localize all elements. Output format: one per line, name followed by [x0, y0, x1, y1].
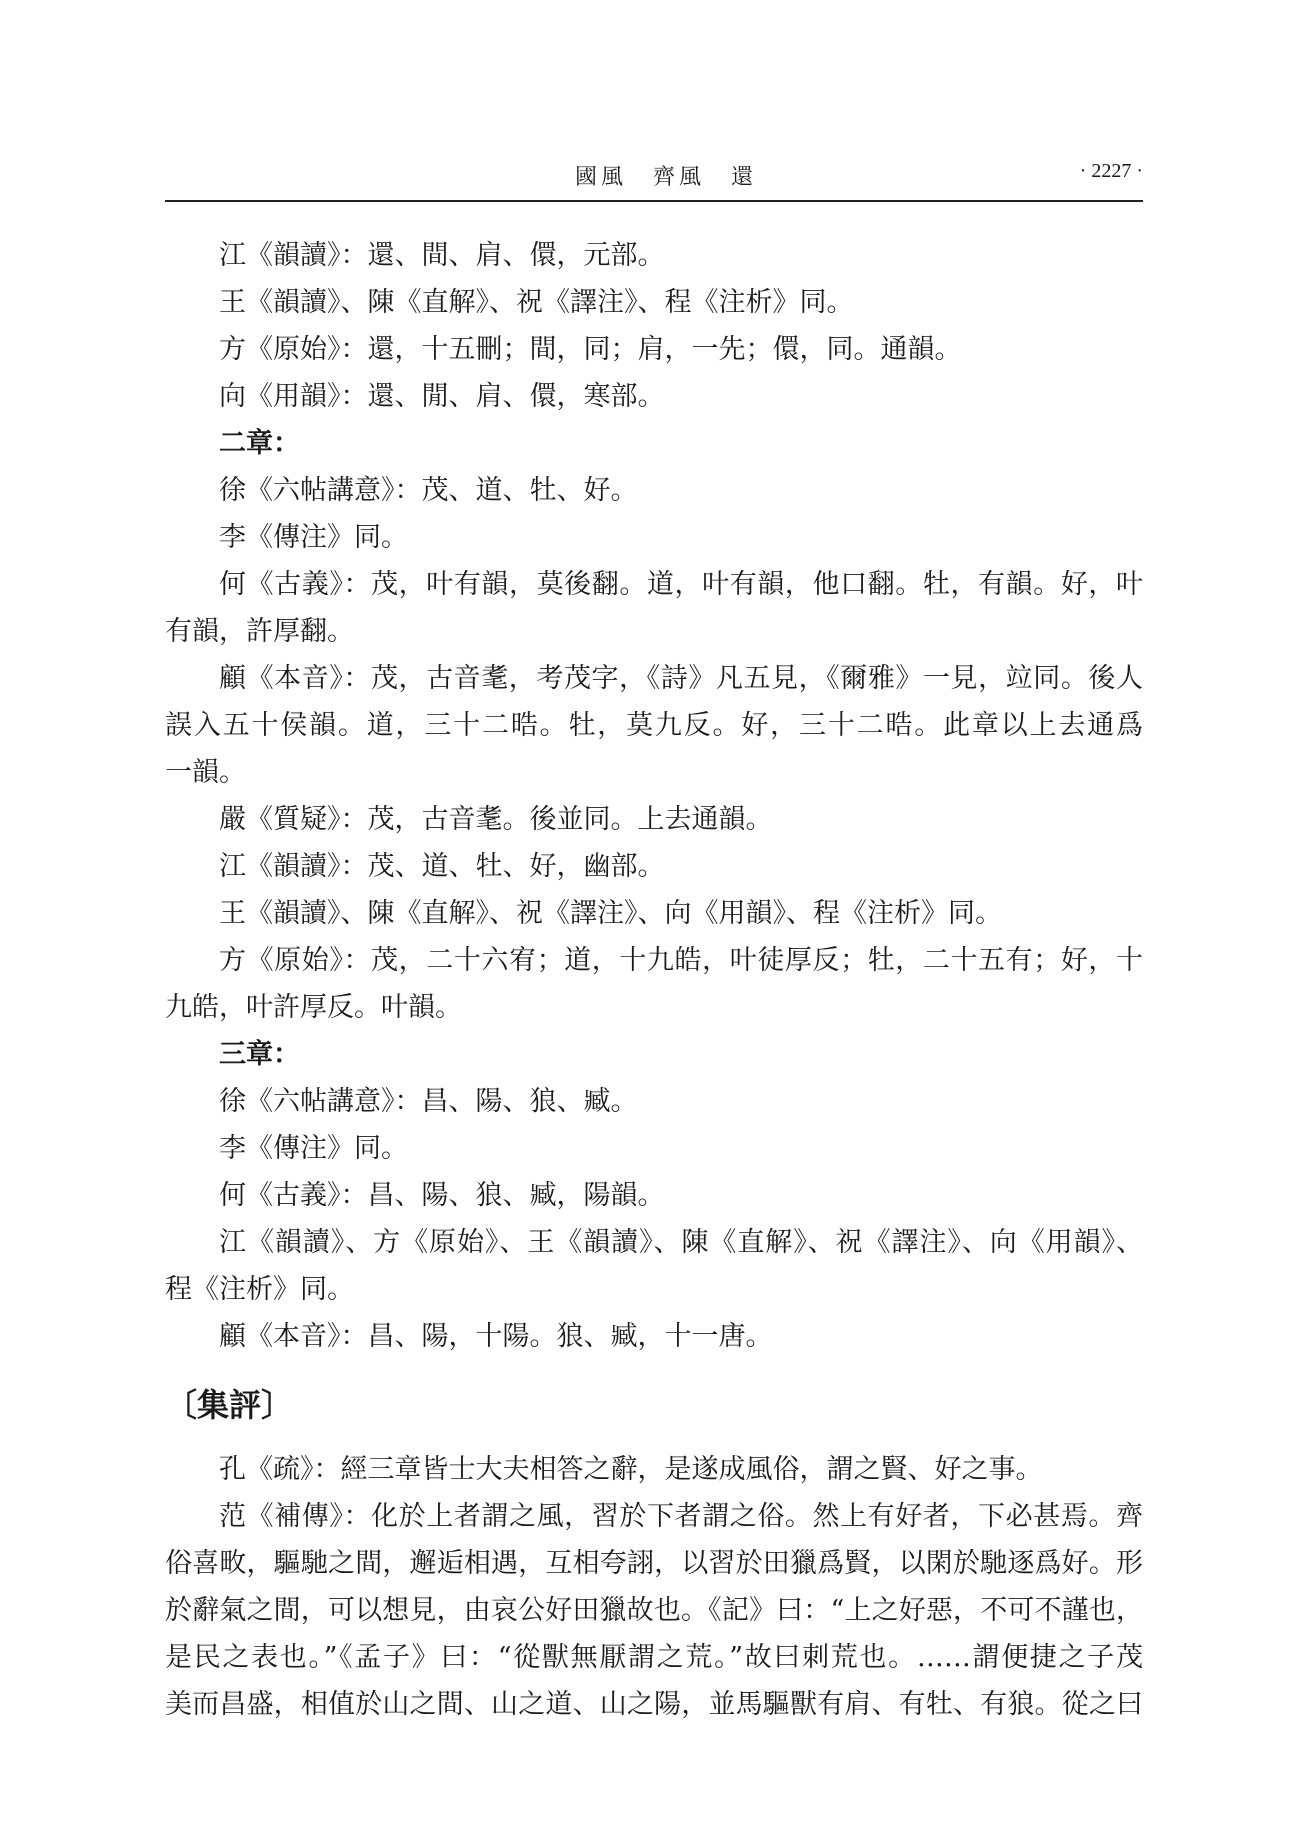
text-line: 顧《本音》：昌、陽，十陽。狼、臧，十一唐。: [219, 1321, 773, 1352]
text-line: 一韻。: [165, 757, 246, 788]
rhyme-notes: [165, 232, 1143, 1360]
text-line: 九皓，叶許厚反。叶韻。: [165, 992, 462, 1023]
text-line: 江《韻讀》：還、間、肩、儇，元部。: [219, 240, 665, 271]
text-line: 江《韻讀》：茂、道、牡、好，幽部。: [219, 851, 665, 882]
page-body: [165, 232, 1143, 1728]
text-line: 是民之表也。”《孟子》曰：“從獸無厭謂之荒。”故曰刺荒也。……謂便捷之子茂: [165, 1642, 1143, 1673]
page-number: · 2227 ·: [1079, 160, 1143, 182]
running-title: 國風 齊風 還: [575, 165, 758, 190]
text-line: 何《古義》：茂，叶有韻，莫後翻。道，叶有韻，他口翻。牡，有韻。好，叶: [219, 569, 1143, 600]
text-line: 顧《本音》：茂，古音耄，考茂字，《詩》凡五見，《爾雅》一見，竝同。後人: [219, 663, 1143, 694]
text-line: 方《原始》：茂，二十六宥；道，十九皓，叶徒厚反；牡，二十五有；好，十: [219, 945, 1143, 976]
text-line: 嚴《質疑》：茂，古音耄。後並同。上去通韻。: [219, 804, 773, 835]
commentary: [165, 1446, 1143, 1728]
text-line: 誤入五十侯韻。道，三十二晧。牡，莫九反。好，三十二晧。此章以上去通爲: [165, 710, 1143, 741]
text-line: 美而昌盛，相值於山之間、山之道、山之陽，並馬驅獸有肩、有牡、有狼。從之曰: [165, 1689, 1143, 1720]
text-line: 王《韻讀》、陳《直解》、祝《譯注》、向《用韻》、程《注析》同。: [219, 898, 1002, 929]
text-line: 於辭氣之間，可以想見，由哀公好田獵故也。《記》曰：“上之好惡，不可不謹也，: [165, 1595, 1143, 1626]
section-heading: 〔集評〕: [165, 1386, 294, 1424]
text-line: 李《傳注》同。: [219, 1133, 408, 1164]
text-line: 李《傳注》同。: [219, 522, 408, 553]
text-line: 孔《疏》：經三章皆士大夫相答之辭，是遂成風俗，謂之賢、好之事。: [219, 1454, 1043, 1485]
text-line: 方《原始》：還，十五刪；間，同；肩，一先；儇，同。通韻。: [219, 334, 962, 365]
text-line: 王《韻讀》、陳《直解》、祝《譯注》、程《注析》同。: [219, 287, 854, 318]
running-header: [165, 160, 1143, 196]
text-line: 有韻，許厚翻。: [165, 616, 354, 647]
text-line: 向《用韻》：還、閒、肩、儇，寒部。: [219, 381, 665, 412]
header-rule: [165, 200, 1143, 202]
text-line: 程《注析》同。: [165, 1274, 354, 1305]
text-line: 徐《六帖講意》：茂、道、牡、好。: [219, 475, 638, 506]
text-line: 二章：: [219, 428, 300, 459]
text-line: 范《補傳》：化於上者謂之風，習於下者謂之俗。然上有好者，下必甚焉。齊: [219, 1501, 1143, 1532]
text-line: 三章：: [219, 1039, 300, 1070]
text-line: 江《韻讀》、方《原始》、王《韻讀》、陳《直解》、祝《譯注》、向《用韻》、: [219, 1227, 1143, 1258]
text-line: 俗喜畋，驅馳之間，邂逅相遇，互相夸詡，以習於田獵爲賢，以閑於馳逐爲好。形: [165, 1548, 1143, 1579]
text-line: 何《古義》：昌、陽、狼、臧，陽韻。: [219, 1180, 665, 1211]
text-line: 徐《六帖講意》：昌、陽、狼、臧。: [219, 1086, 638, 1117]
